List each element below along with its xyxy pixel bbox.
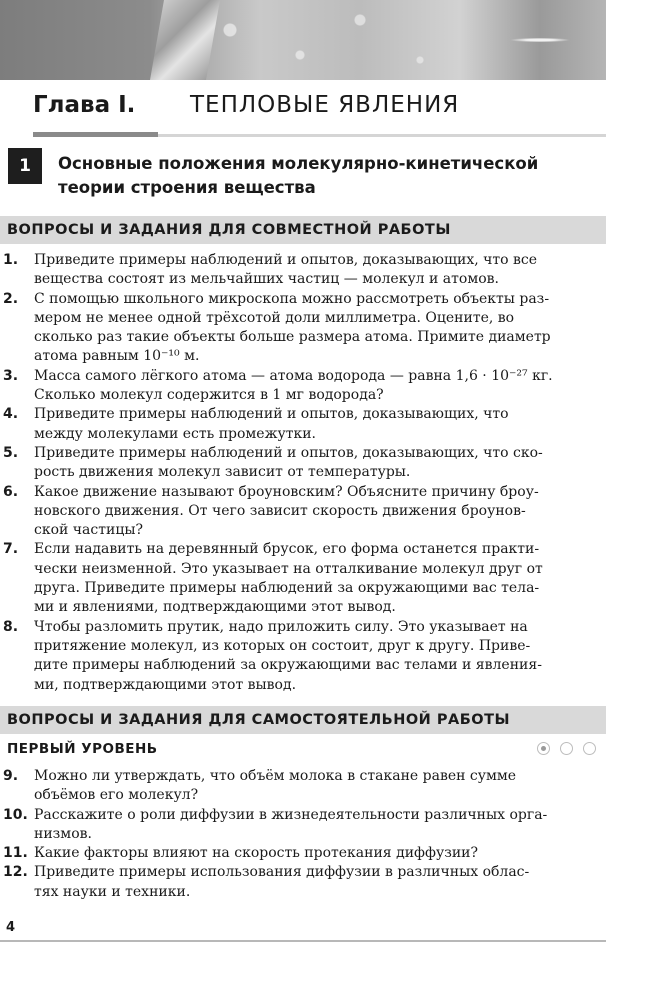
question-number: 11. [3, 845, 28, 862]
chapter-rule-dark [33, 132, 158, 137]
chapter-label: Глава I. [33, 92, 136, 118]
question-item [0, 444, 606, 483]
question-text: Какое движение называют броуновским? Объясните причину броу- новского движения. От чего зависит скорость движения броунов- ской частицы? [34, 483, 539, 539]
chapter-heading [33, 92, 606, 126]
independent-questions-list [0, 767, 606, 902]
question-number: 5. [3, 444, 19, 461]
joint-work-heading: ВОПРОСЫ И ЗАДАНИЯ ДЛЯ СОВМЕСТНОЙ РАБОТЫ [0, 216, 606, 244]
ice-texture [150, 0, 220, 80]
question-text: Масса самого лёгкого атома — атома водорода — равна 1,6 · 10⁻²⁷ кг. Сколько молекул содержится в 1 мг водорода? [34, 367, 553, 404]
question-number: 7. [3, 541, 19, 558]
question-item [0, 767, 606, 806]
difficulty-dot-empty-icon [583, 742, 596, 755]
section-title: Основные положения молекулярно-кинетической теории строения вещества [58, 154, 539, 197]
question-text: Приведите примеры наблюдений и опытов, доказывающих, что все вещества состоят из мельчайших частиц — молекул и атомов. [34, 252, 538, 288]
independent-work-heading: ВОПРОСЫ И ЗАДАНИЯ ДЛЯ САМОСТОЯТЕЛЬНОЙ РАБОТЫ [0, 706, 606, 734]
joint-questions-list [0, 251, 606, 695]
question-number: 12. [3, 864, 28, 881]
question-text: Приведите примеры наблюдений и опытов, доказывающих, что ско- рость движения молекул зависит от температуры. [34, 444, 543, 481]
question-item [0, 483, 606, 541]
question-number: 10. [3, 806, 28, 823]
question-number: 9. [3, 768, 19, 784]
question-text: Приведите примеры наблюдений и опытов, доказывающих, что между молекулами есть промежутки. [34, 406, 509, 442]
question-item [0, 540, 606, 617]
question-text: Расскажите о роли диффузии в жизнедеятельности различных орга- низмов. [34, 806, 548, 842]
section-number: 1 [8, 148, 42, 184]
footer-rule [0, 940, 606, 942]
question-item [0, 844, 606, 863]
page-number: 4 [6, 920, 16, 935]
question-number: 8. [3, 618, 19, 635]
question-number: 6. [3, 483, 19, 500]
question-item [0, 863, 606, 902]
question-item [0, 806, 606, 845]
question-item [0, 367, 606, 406]
question-text: С помощью школьного микроскопа можно рассмотреть объекты раз- мером не менее одной трёхсотой доли миллиметра. Оцените, во сколько раз такие объекты больше размера атома. Примите диаметр атома равным 10⁻¹⁰ м. [34, 290, 551, 365]
question-text: Чтобы разломить прутик, надо приложить силу. Это указывает на притяжение молекул, из которых он состоит, друг к другу. Приве- дите примеры наблюдений за окружающими вас телами и явления- ми, подтверждающими этот вывод. [34, 618, 542, 693]
question-item [0, 251, 606, 290]
question-item [0, 290, 606, 367]
question-text: Если надавить на деревянный брусок, его форма останется практи- чески неизменной. Это указывает на отталкивание молекул друг от друга. Приведите примеры наблюдений за окружающими вас тела- ми и явлениями, подтверждающими этот вывод. [34, 541, 543, 616]
question-number: 2. [3, 290, 19, 307]
question-text: Приведите примеры использования диффузии в различных облас- тях науки и техники. [34, 864, 530, 900]
question-item [0, 405, 606, 444]
question-number: 4. [3, 406, 19, 423]
difficulty-dot-filled-icon [537, 742, 550, 755]
question-item [0, 618, 606, 695]
question-number: 3. [3, 367, 19, 384]
difficulty-indicator [537, 742, 596, 755]
question-number: 1. [3, 252, 19, 268]
chapter-rule-light [158, 134, 606, 137]
level-label: ПЕРВЫЙ УРОВЕНЬ [7, 741, 158, 757]
question-text: Можно ли утверждать, что объём молока в стакане равен сумме объёмов его молекул? [34, 768, 517, 804]
chapter-name: ТЕПЛОВЫЕ ЯВЛЕНИЯ [190, 92, 460, 118]
difficulty-dot-empty-icon [560, 742, 573, 755]
question-text: Какие факторы влияют на скорость протекания диффузии? [34, 845, 479, 862]
chapter-banner-image [0, 0, 606, 80]
